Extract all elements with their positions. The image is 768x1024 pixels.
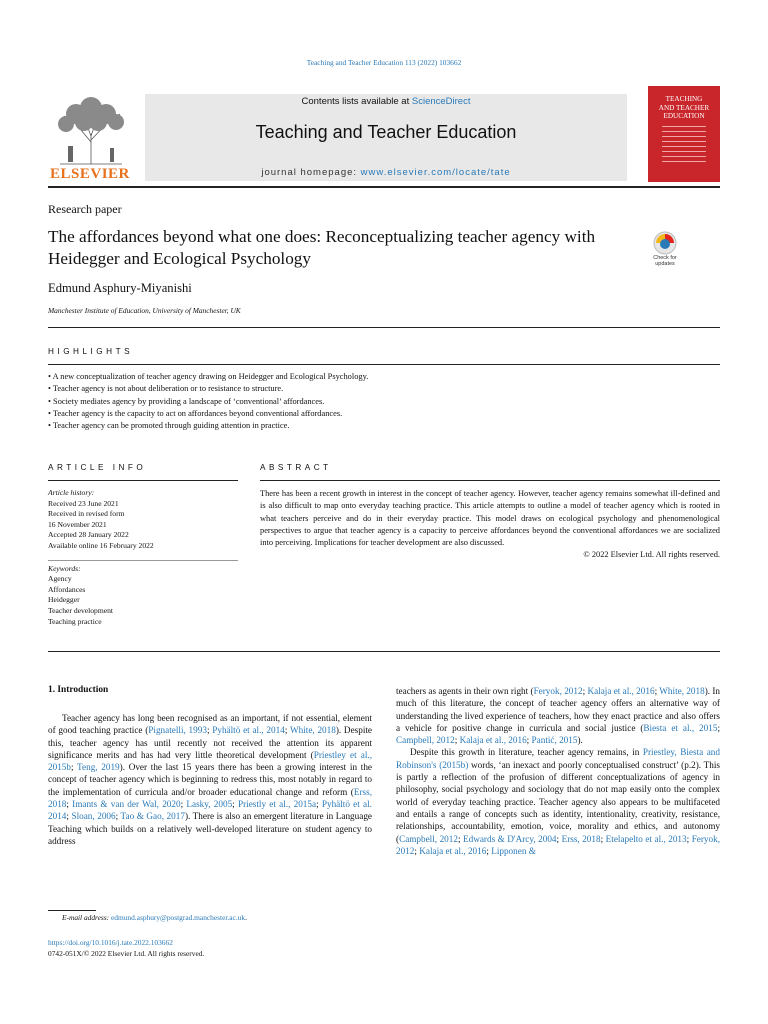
sciencedirect-link[interactable]: ScienceDirect <box>411 96 471 107</box>
citation-link[interactable]: Sloan, 2006 <box>71 811 116 822</box>
citation-link[interactable]: Imants & van der Wal, 2020 <box>72 799 181 810</box>
abstract-body <box>260 488 720 562</box>
article-info-rule <box>48 480 238 481</box>
keyword: Heidegger <box>48 595 80 605</box>
elsevier-logo <box>48 92 138 184</box>
article-info <box>48 488 238 627</box>
masthead-rule <box>48 186 720 188</box>
highlights-top-rule <box>48 327 720 328</box>
highlights-list <box>48 371 720 432</box>
article-info-heading: ARTICLE INFO <box>48 463 147 472</box>
abstract-heading: ABSTRACT <box>260 463 332 472</box>
citation-link[interactable]: Priestly et al., 2015a <box>237 799 317 810</box>
keyword: Teaching practice <box>48 616 102 626</box>
article-title: The affordances beyond what one does: Reconceptualizing teacher agency with Heidegger and Ecological Psychology <box>48 227 596 268</box>
citation-link[interactable]: Lipponen & <box>491 845 536 856</box>
citation-link[interactable]: Campbell, 2012 <box>396 735 455 746</box>
citation-link[interactable]: Pantić, 2015 <box>531 735 578 746</box>
front-matter-rule <box>48 651 720 652</box>
highlight-item: • A new conceptualization of teacher agency drawing on Heidegger and Ecological Psychology. <box>48 371 720 383</box>
citation-link[interactable]: Priestley, Biesta and Robinson's (2015b) <box>396 747 720 770</box>
masthead-center <box>145 94 627 181</box>
citation-link[interactable]: Erss, 2018 <box>561 833 601 844</box>
journal-homepage: journal homepage: www.elsevier.com/locate/tate <box>261 167 511 178</box>
keyword: Teacher development <box>48 605 114 615</box>
citation-link[interactable]: White, 2018 <box>289 725 336 736</box>
author-affiliation: Manchester Institute of Education, University of Manchester, UK <box>48 306 241 315</box>
journal-cover[interactable] <box>648 86 720 182</box>
history-item: Received in revised form <box>48 509 125 519</box>
citation-link[interactable]: Pignatelli, 1993 <box>148 725 207 736</box>
contents-line: Contents lists available at ScienceDirect <box>301 96 471 107</box>
paragraph: teachers as agents in their own right (Feryok, 2012; Kalaja et al., 2016; White, 2018). In much of this literature, the concept of teacher agency offers an alternative way of understanding the lived experience of teachers, how they enact practice and also offers a vehicle for positive change in curricula and social justice (Biesta et al., 2015; Campbell, 2012; Kalaja et al., 2016; Pantić, 2015). <box>396 686 721 746</box>
body-left-column: Teacher agency has long been recognised as an important, if not essential, element of good teaching practice (Pignatelli, 1993; Pyhältö et al., 2014; White, 2018). Despite this, teacher agency has until recently not received the attention its apparent significance merits and has had very little theoretical development (Priestley et al., 2015b; Teng, 2019). Over the last 15 years there has been a growing interest in the concept of teacher agency which is beginning to redress this, most notably in regard to the implementation of curricula and/or broader educational change and reform (Erss, 2018; Imants & van der Wal, 2020; Lasky, 2005; Priestly et al., 2015a; Pyhältö et al. 2014; Sloan, 2006; Tao & Gao, 2017). There is also an emergent literature in Language Teaching which builds on a relatively well-developed literature on student agency to address <box>48 713 373 846</box>
highlight-item: • Teacher agency is not about deliberation or to resistance to structure. <box>48 383 720 395</box>
paragraph: Despite this growth in literature, teacher agency remains, in Priestley, Biesta and Robinson's (2015b) words, ‘an inexact and poorly conceptualised construct’ (p.2). This is partly a reflection of the profusion of different conceptualizations of agency in philosophy, social psychology and sociology that do not map easily onto the complex world of everyday teaching practice. Teacher agency also appears to be multifaceted and entails a range of concepts such as identity, intentionality, creativity, resistance, relationships, accountability, emotion, voice, morality and ethics, and autonomy (Campbell, 2012; Edwards & D'Arcy, 2004; Erss, 2018; Etelapelto et al., 2013; Feryok, 2012; Kalaja et al., 2016; Lipponen & <box>396 747 721 856</box>
citation-link[interactable]: Campbell, 2012 <box>399 833 458 844</box>
citation-link[interactable]: Erss, 2018 <box>48 786 372 810</box>
paper-type: Research paper <box>48 202 122 216</box>
history-item: Available online 16 February 2022 <box>48 540 154 550</box>
citation-link[interactable]: Kalaja et al., 2016 <box>459 735 527 746</box>
history-item: Accepted 28 January 2022 <box>48 530 129 540</box>
keyword: Agency <box>48 574 72 584</box>
citation-link[interactable]: White, 2018 <box>659 686 705 696</box>
abstract-text: There has been a recent growth in interest in the concept of teacher agency. However, teacher agency remains somewhat ill-defined and is also difficult to map onto everyday teaching practice. This article attempts to outline a model of teacher agency which is rooted in what teachers perceive and do in their everyday practice. This model draws on ecological psychology and phenomenological perspectives to argue that teacher agency is a capacity to perceive affordances beyond the conventional affordances we are socialized into perceiving. Implications for teacher development are also discussed. <box>260 489 720 548</box>
abstract-copyright: © 2022 Elsevier Ltd. All rights reserved. <box>583 550 720 560</box>
citation-link[interactable]: Teng, 2019 <box>77 762 120 773</box>
highlight-item: • Teacher agency can be promoted through guiding attention in practice. <box>48 420 720 432</box>
journal-title: Teaching and Teacher Education <box>255 122 517 142</box>
citation-link[interactable]: Kalaja et al., 2016 <box>587 686 655 696</box>
author-email-footnote: E-mail address: edmund.asphury@postgrad.manchester.ac.uk. <box>62 913 247 922</box>
citation-link[interactable]: Etelapelto et al., 2013 <box>605 833 687 844</box>
cover-decoration <box>662 126 706 166</box>
doi-link[interactable]: https://doi.org/10.1016/j.tate.2022.103662 <box>48 938 173 947</box>
citation-link[interactable]: Lasky, 2005 <box>186 799 233 810</box>
highlight-item: • Teacher agency is the capacity to act on affordances beyond conventional affordances. <box>48 408 720 420</box>
journal-citation[interactable] <box>0 58 768 67</box>
check-updates-label-2: updates <box>655 261 675 266</box>
citation-link[interactable]: Priestley et al., 2015b <box>48 749 372 773</box>
cover-title: TEACHING AND TEACHER EDUCATION <box>658 95 710 120</box>
citation-link[interactable]: Kalaja et al., 2016 <box>419 845 487 856</box>
elsevier-tree-icon <box>52 94 130 166</box>
citation-link[interactable]: Teaching and Teacher Education 113 (2022) 103662 <box>306 58 462 67</box>
abstract-rule <box>260 480 720 481</box>
check-for-updates-icon <box>648 230 682 266</box>
highlight-item: • Society mediates agency by providing a landscape of ‘conventional’ affordances. <box>48 396 720 408</box>
highlights-rule <box>48 364 720 365</box>
citation-link[interactable]: Feryok, 2012 <box>396 833 721 856</box>
history-item: Received 23 June 2021 <box>48 498 119 508</box>
keyword: Affordances <box>48 584 86 594</box>
citation-link[interactable]: Tao & Gao, 2017 <box>120 811 185 822</box>
homepage-link[interactable]: www.elsevier.com/locate/tate <box>360 167 511 178</box>
citation-link[interactable]: Biesta et al., 2015 <box>643 722 718 733</box>
email-link[interactable]: edmund.asphury@postgrad.manchester.ac.uk <box>111 913 246 922</box>
check-for-updates-button[interactable] <box>648 230 682 266</box>
elsevier-wordmark: ELSEVIER <box>50 166 130 182</box>
issn-copyright: 0742-051X/© 2022 Elsevier Ltd. All rights reserved. <box>48 949 205 958</box>
history-label: Article history: <box>48 488 95 497</box>
info-divider <box>48 552 238 561</box>
footnote-rule <box>48 910 96 911</box>
citation-link[interactable]: Feryok, 2012 <box>533 686 583 696</box>
author-name[interactable]: Edmund Asphury-Miyanishi <box>48 281 192 295</box>
journal-masthead <box>48 92 720 184</box>
history-item: 16 November 2021 <box>48 519 107 529</box>
citation-link[interactable]: Pyhältö et al., 2014 <box>212 725 285 736</box>
citation-link[interactable]: Edwards & D'Arcy, 2004 <box>463 833 557 844</box>
check-updates-label-1: Check for <box>653 255 677 261</box>
highlights-heading: HIGHLIGHTS <box>48 347 134 356</box>
citation-link[interactable]: Pyhältö et al. 2014 <box>48 799 372 822</box>
keywords-label: Keywords: <box>48 563 81 573</box>
body-right-column <box>396 685 720 857</box>
section-heading-introduction: 1. Introduction <box>48 685 109 695</box>
